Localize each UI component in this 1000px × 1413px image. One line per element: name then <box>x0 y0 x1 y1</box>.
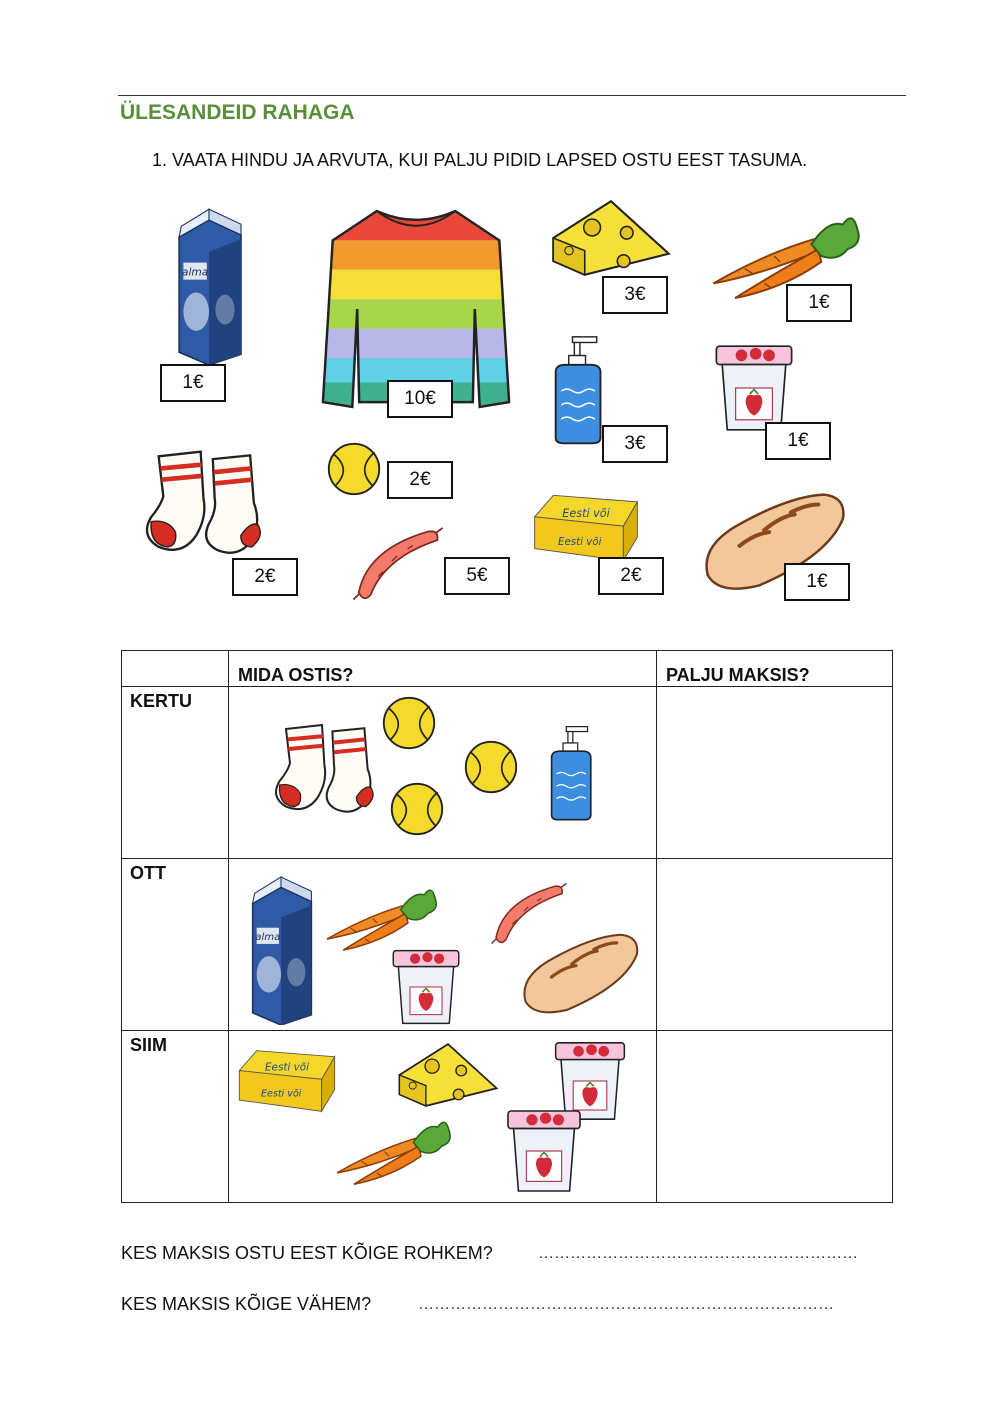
price-tag: 3€ <box>602 276 668 314</box>
yogurt-icon <box>499 1107 589 1195</box>
price-tag: 1€ <box>160 364 226 402</box>
price-tag: 10€ <box>387 380 453 418</box>
butter-icon <box>530 488 642 568</box>
price-tag: 2€ <box>232 558 298 596</box>
cheese-icon <box>548 196 674 280</box>
socks-icon <box>265 717 395 821</box>
purchased-items-cell <box>229 1031 657 1203</box>
tennis-ball-icon <box>381 695 437 751</box>
header-empty-cell <box>122 651 229 687</box>
butter-icon <box>235 1045 339 1117</box>
page-title: ÜLESANDEID RAHAGA <box>120 101 355 124</box>
yogurt-icon <box>708 342 800 434</box>
answer-cell-ott[interactable] <box>657 859 893 1031</box>
tennis-ball-icon <box>389 781 445 837</box>
purchased-items-cell <box>229 859 657 1031</box>
price-tag: 2€ <box>387 461 453 499</box>
price-tag: 1€ <box>765 422 831 460</box>
table-row <box>122 859 893 1031</box>
socks-icon <box>140 442 280 564</box>
row-name-siim: SIIM <box>122 1031 229 1203</box>
bread-icon <box>519 925 641 1021</box>
answer-cell-kertu[interactable] <box>657 687 893 859</box>
row-name-ott: OTT <box>122 859 229 1031</box>
carrot-icon <box>331 1111 453 1189</box>
row-name-kertu: KERTU <box>122 687 229 859</box>
purchase-table <box>121 650 893 1203</box>
cheese-icon <box>395 1039 501 1111</box>
answer-line-most[interactable]: …………………………………………………… <box>538 1245 858 1262</box>
table-row <box>122 1031 893 1203</box>
table-header-row <box>122 651 893 687</box>
answer-line-least[interactable]: …………………………………………………………………… <box>418 1296 834 1313</box>
yogurt-icon <box>387 947 465 1027</box>
price-tag: 1€ <box>784 563 850 601</box>
purchased-items-cell <box>229 687 657 859</box>
price-tag: 2€ <box>598 557 664 595</box>
column-header-what: MIDA OSTIS? <box>229 651 657 687</box>
tennis-ball-icon <box>326 441 382 497</box>
sausage-icon <box>350 518 446 606</box>
answer-cell-siim[interactable] <box>657 1031 893 1203</box>
milk-carton-icon <box>239 873 323 1025</box>
table-row <box>122 687 893 859</box>
soap-dispenser-icon <box>539 725 605 823</box>
tennis-ball-icon <box>463 739 519 795</box>
price-tag: 5€ <box>444 557 510 595</box>
header-rule <box>118 95 906 96</box>
question-least: KES MAKSIS KÕIGE VÄHEM? <box>121 1294 372 1314</box>
column-header-paid: PALJU MAKSIS? <box>657 651 893 687</box>
question-most: KES MAKSIS OSTU EEST KÕIGE ROHKEM? <box>121 1243 493 1263</box>
milk-carton-icon <box>163 205 255 365</box>
price-tag: 1€ <box>786 284 852 322</box>
task-instruction: 1. VAATA HINDU JA ARVUTA, KUI PALJU PIDID LAPSED OSTU EEST TASUMA. <box>152 150 808 170</box>
price-tag: 3€ <box>602 425 668 463</box>
